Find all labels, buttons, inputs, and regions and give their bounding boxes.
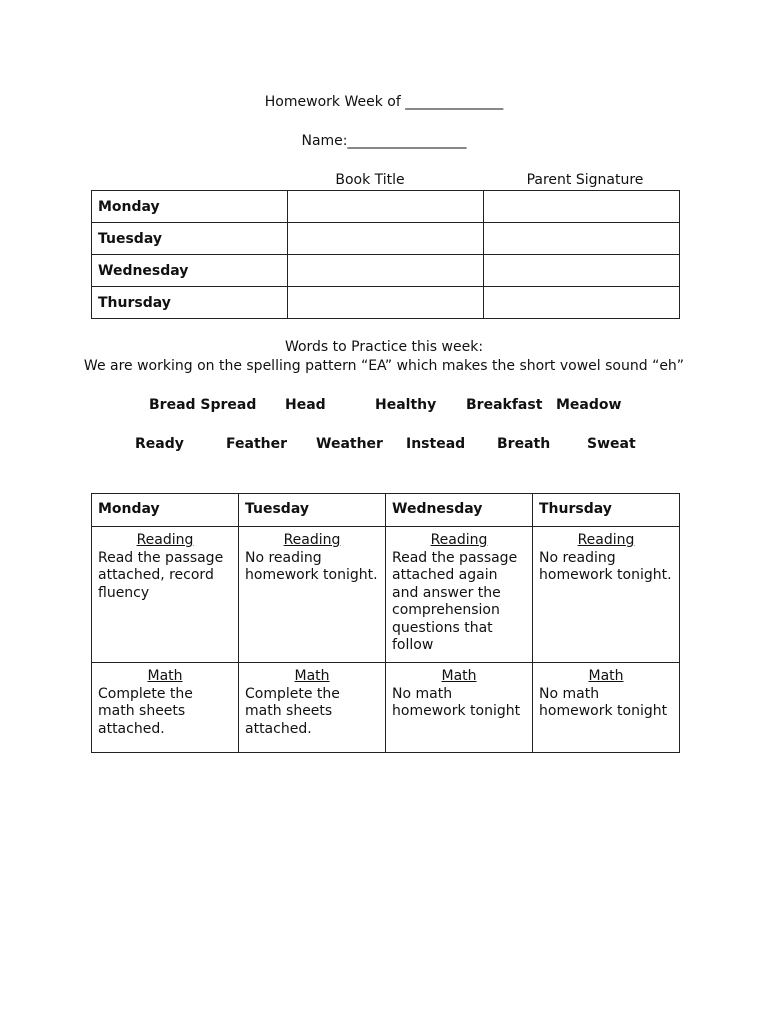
day-cell: Monday: [92, 191, 288, 223]
spelling-word: Instead: [406, 436, 466, 452]
spelling-word: Weather: [316, 436, 383, 452]
day-cell: Tuesday: [92, 223, 288, 255]
spelling-word: Bread Spread: [149, 397, 257, 413]
reading-task: Read the passage attached, record fluency: [98, 549, 224, 601]
day-cell: Wednesday: [92, 255, 288, 287]
day-header: Tuesday: [239, 494, 386, 527]
math-task: No math homework tonight: [539, 685, 668, 719]
math-label: Math: [588, 668, 624, 684]
weekly-homework-table: [91, 493, 680, 753]
spelling-word: Feather: [226, 436, 287, 452]
day-cell: Thursday: [92, 287, 288, 319]
math-cell: [533, 663, 680, 753]
table-row: [92, 527, 680, 663]
page-title: Homework Week of ______________: [264, 94, 504, 110]
reading-label: Reading: [577, 532, 635, 548]
reading-cell: [239, 527, 386, 663]
spelling-word: Ready: [135, 436, 184, 452]
math-task: Complete the math sheets attached.: [245, 685, 340, 737]
reading-cell: [92, 527, 239, 663]
reading-label: Reading: [430, 532, 488, 548]
spelling-word: Healthy: [375, 397, 437, 413]
book-title-cell[interactable]: [288, 287, 484, 319]
words-heading: Words to Practice this week:: [284, 339, 484, 355]
table-row: [92, 191, 680, 223]
day-header: Wednesday: [386, 494, 533, 527]
math-label: Math: [294, 668, 330, 684]
name-line: Name:_________________: [301, 133, 467, 149]
reading-log-table: [91, 190, 680, 319]
column-header-book-title: Book Title: [335, 172, 405, 188]
table-row: [92, 663, 680, 753]
reading-task: No reading homework tonight.: [245, 549, 378, 583]
math-cell: [386, 663, 533, 753]
spelling-word: Head: [285, 397, 326, 413]
parent-signature-cell[interactable]: [484, 191, 680, 223]
math-cell: [239, 663, 386, 753]
day-header: Monday: [92, 494, 239, 527]
math-task: Complete the math sheets attached.: [98, 685, 193, 737]
reading-task: No reading homework tonight.: [539, 549, 672, 583]
parent-signature-cell[interactable]: [484, 287, 680, 319]
spelling-word: Breath: [497, 436, 551, 452]
spelling-word: Sweat: [587, 436, 636, 452]
math-label: Math: [147, 668, 183, 684]
spelling-word: Meadow: [556, 397, 622, 413]
reading-label: Reading: [136, 532, 194, 548]
parent-signature-cell[interactable]: [484, 223, 680, 255]
reading-task: Read the passage attached again and answer the comprehension questions that follow: [392, 549, 518, 653]
reading-cell: [533, 527, 680, 663]
math-label: Math: [441, 668, 477, 684]
day-header: Thursday: [533, 494, 680, 527]
parent-signature-cell[interactable]: [484, 255, 680, 287]
reading-label: Reading: [283, 532, 341, 548]
table-row: [92, 494, 680, 527]
spelling-word: Breakfast: [466, 397, 543, 413]
math-task: No math homework tonight: [392, 685, 521, 719]
reading-cell: [386, 527, 533, 663]
table-row: [92, 287, 680, 319]
math-cell: [92, 663, 239, 753]
book-title-cell[interactable]: [288, 223, 484, 255]
words-description: We are working on the spelling pattern “EA” which makes the short vowel sound “eh”: [83, 358, 685, 374]
book-title-cell[interactable]: [288, 191, 484, 223]
column-header-parent-signature: Parent Signature: [526, 172, 644, 188]
book-title-cell[interactable]: [288, 255, 484, 287]
table-row: [92, 223, 680, 255]
table-row: [92, 255, 680, 287]
